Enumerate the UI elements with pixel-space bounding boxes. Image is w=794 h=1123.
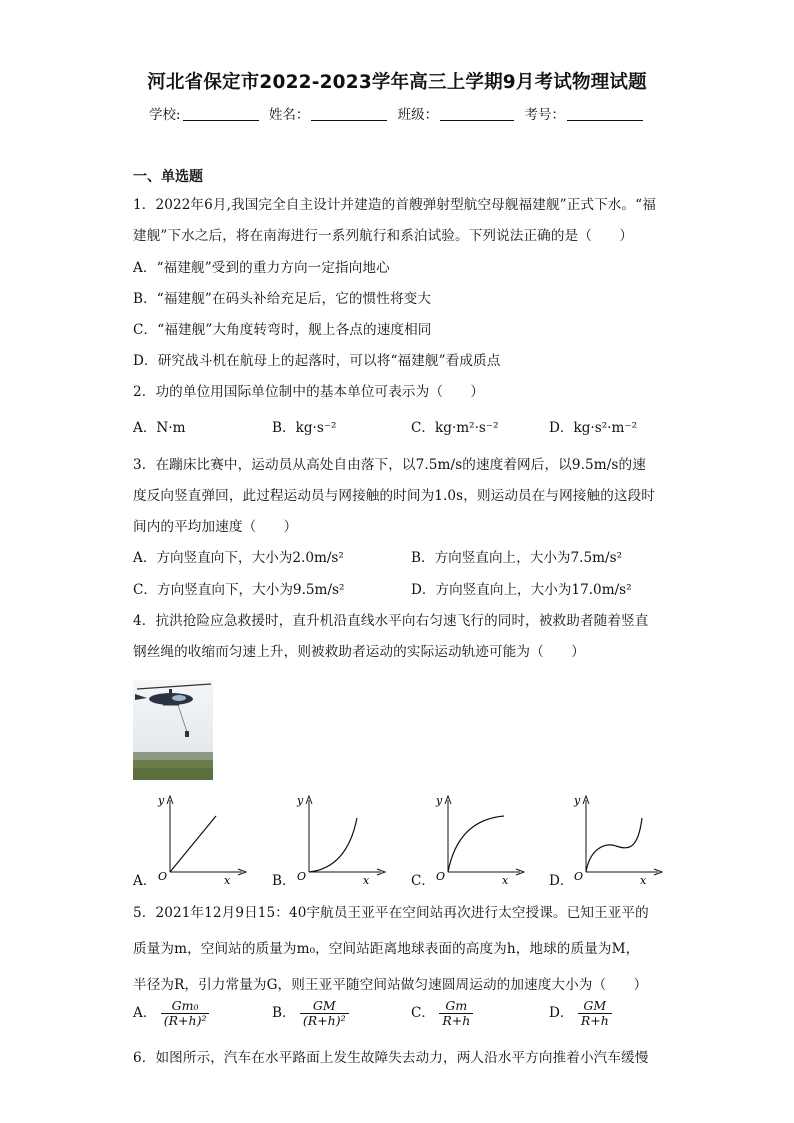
q5-a-numerator: Gm₀ <box>161 999 210 1014</box>
graph-b-x-label: x <box>363 874 370 884</box>
graph-b-origin: O <box>297 870 307 883</box>
q5-option-c <box>411 999 473 1028</box>
graph-b-concave-up <box>289 792 389 884</box>
q5-b-numerator: GM <box>300 999 349 1014</box>
q1-stem-line1: 1．2022年6月,我国完全自主设计并建造的首艘弹射型航空母舰福建舰”正式下水。“福 <box>133 197 656 213</box>
q2-option-d: D．kg·s²·m⁻² <box>549 420 638 436</box>
q3-option-b: B．方向竖直向上，大小为7.5m/s² <box>411 550 623 566</box>
q5-b-denominator: (R+h)² <box>302 1013 346 1028</box>
q5-option-c-fraction <box>439 999 473 1028</box>
graph-b-y-label: y <box>297 794 304 807</box>
graph-a-origin: O <box>158 870 168 883</box>
q5-c-numerator: Gm <box>439 999 473 1014</box>
graph-a-y-label: y <box>158 794 165 807</box>
number-label: 考号： <box>524 107 565 123</box>
school-blank[interactable] <box>183 108 259 121</box>
q5-d-denominator: R+h <box>580 1013 609 1028</box>
q1-option-a: A．“福建舰”受到的重力方向一定指向地心 <box>133 260 390 276</box>
q5-option-c-label: C． <box>411 1005 435 1021</box>
q3-option-c: C．方向竖直向下，大小为9.5m/s² <box>133 582 345 598</box>
q5-stem-line3: 半径为R，引力常量为G，则王亚平随空间站做匀速圆周运动的加速度大小为（ ） <box>133 977 648 993</box>
q5-d-numerator: GM <box>578 999 612 1014</box>
q4-label-d: D． <box>549 873 574 889</box>
q5-option-a-fraction <box>161 999 210 1028</box>
class-label: 班级： <box>397 107 439 123</box>
q5-option-a-label: A． <box>133 1005 157 1021</box>
q4-label-c: C． <box>411 873 435 889</box>
q5-option-a <box>133 999 209 1028</box>
q5-option-d <box>549 999 612 1028</box>
q4-label-b: B． <box>272 873 296 889</box>
q2-option-b: B．kg·s⁻² <box>272 420 337 436</box>
graph-d-y-label: y <box>574 794 581 807</box>
q4-stem-line1: 4．抗洪抢险应急救援时，直升机沿直线水平向右匀速飞行的同时，被救助者随着竖直 <box>133 613 649 629</box>
q5-option-d-label: D． <box>549 1005 574 1021</box>
q3-option-a: A．方向竖直向下，大小为2.0m/s² <box>133 550 344 566</box>
q1-stem-line2: 建舰”下水之后，将在南海进行一系列航行和系泊试验。下列说法正确的是（ ） <box>133 228 634 244</box>
q5-c-denominator: R+h <box>442 1013 471 1028</box>
graph-d-origin: O <box>574 870 584 883</box>
name-blank[interactable] <box>311 108 387 121</box>
q3-stem-line2: 度反向竖直弹回，此过程运动员与网接触的时间为1.0s，则运动员在与网接触的这段时 <box>133 488 655 504</box>
school-label: 学校: <box>149 107 181 123</box>
q4-stem-line2: 钢丝绳的收缩而匀速上升，则被救助者运动的实际运动轨迹可能为（ ） <box>133 644 585 660</box>
q2-option-a: A．N·m <box>133 420 186 436</box>
q6-stem-line1: 6．如图所示，汽车在水平路面上发生故障失去动力，两人沿水平方向推着小汽车缓慢 <box>133 1050 649 1066</box>
q5-option-d-fraction <box>578 999 612 1028</box>
q2-option-c: C．kg·m²·s⁻² <box>411 420 499 436</box>
q4-label-a: A． <box>133 873 157 889</box>
graph-c-origin: O <box>436 870 446 883</box>
q2-stem: 2．功的单位用国际单位制中的基本单位可表示为（ ） <box>133 384 485 400</box>
q5-a-denominator: (R+h)² <box>163 1013 207 1028</box>
q3-stem-line1: 3．在蹦床比赛中，运动员从高处自由落下，以7.5m/s的速度着网后，以9.5m/s的速 <box>133 457 646 473</box>
helicopter-rescue-photo <box>133 680 213 780</box>
q1-option-b: B．“福建舰”在码头补给充足后，它的惯性将变大 <box>133 291 432 307</box>
class-blank[interactable] <box>440 108 514 121</box>
q3-stem-line3: 间内的平均加速度（ ） <box>133 519 298 535</box>
graph-a-straight-line <box>150 792 250 884</box>
graph-c-concave-down <box>428 792 528 884</box>
q5-option-b-fraction <box>300 999 349 1028</box>
q1-option-d: D．研究战斗机在航母上的起落时，可以将“福建舰”看成质点 <box>133 353 501 369</box>
graph-d-s-curve <box>566 792 666 884</box>
graph-a-x-label: x <box>224 874 231 884</box>
section-heading: 一、单选题 <box>133 169 203 185</box>
q5-stem-line2: 质量为m，空间站的质量为m₀，空间站距离地球表面的高度为h，地球的质量为M， <box>133 941 640 957</box>
q5-stem-line1: 5．2021年12月9日15：40宇航员王亚平在空间站再次进行太空授课。已知王亚平的 <box>133 905 649 921</box>
student-info-row <box>0 103 794 123</box>
q5-option-b <box>272 999 349 1028</box>
q1-option-c: C．“福建舰”大角度转弯时，舰上各点的速度相同 <box>133 322 432 338</box>
name-label: 姓名： <box>268 107 310 123</box>
number-blank[interactable] <box>567 108 643 121</box>
q5-option-b-label: B． <box>272 1005 296 1021</box>
graph-c-y-label: y <box>436 794 443 807</box>
graph-c-x-label: x <box>502 874 509 884</box>
page-title: 河北省保定市2022-2023学年高三上学期9月考试物理试题 <box>147 72 647 93</box>
q3-option-d: D．方向竖直向上，大小为17.0m/s² <box>411 582 632 598</box>
graph-d-x-label: x <box>640 874 647 884</box>
